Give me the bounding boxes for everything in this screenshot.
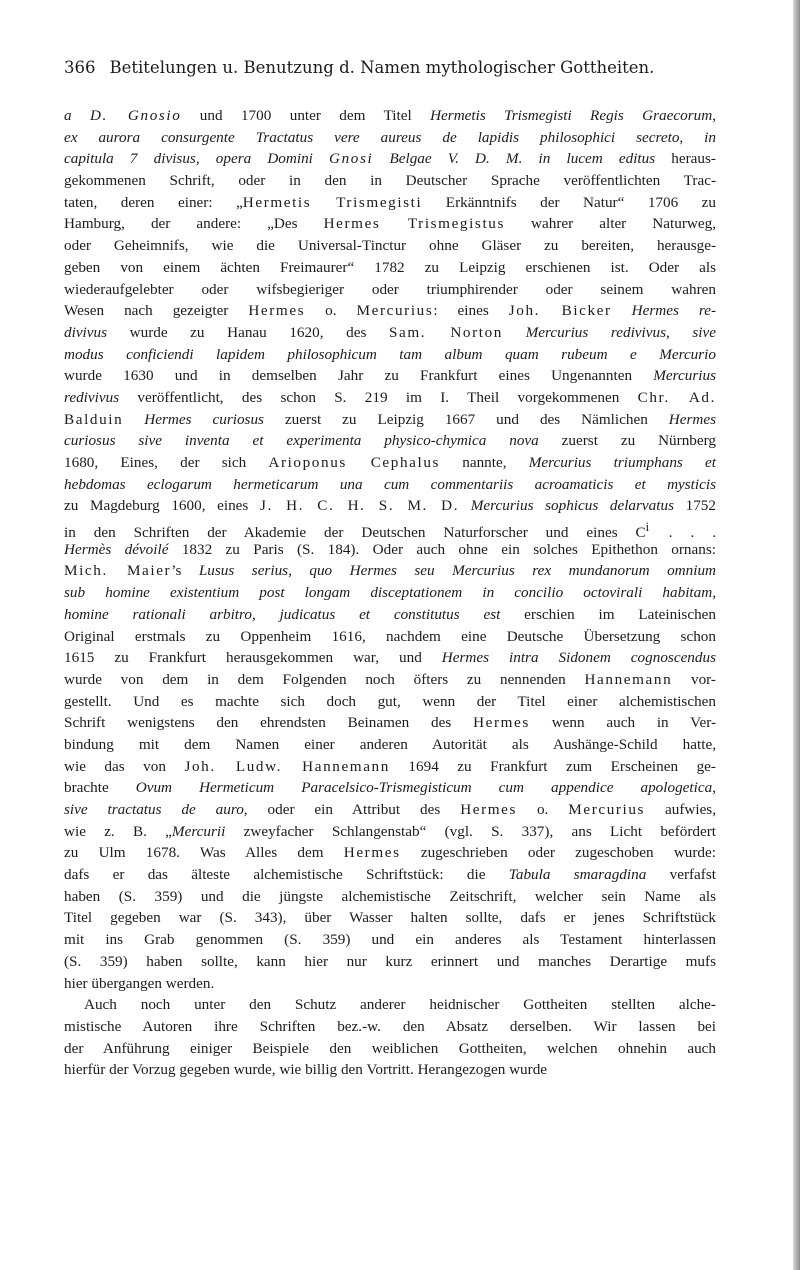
text-segment: hebdomas eclogarum hermeticarum una cum commentariis acroamaticis et mysticis <box>64 475 716 493</box>
text-segment: o. <box>517 801 569 818</box>
text-segment: vor- <box>672 670 716 688</box>
text-line <box>64 864 716 886</box>
text-segment: Wesen nach gezeigter <box>64 302 249 320</box>
text-segment: Hermes curiosus <box>144 410 264 428</box>
text-segment: Hermes <box>668 410 717 428</box>
text-segment: 1832 zu Paris (S. 184). Oder auch ohne ein solches Epithethon ornans: <box>168 540 716 558</box>
text-line <box>64 279 716 301</box>
text-line <box>64 387 716 409</box>
text-segment: Mercurius redivivus, sive <box>525 323 717 341</box>
text-segment: gekommenen Schrift, oder in den in Deutscher Sprache veröffentlichten Trac- <box>64 172 716 190</box>
text-segment: wie das von <box>64 757 185 775</box>
text-segment: in den Schriften der Akademie der Deutschen Naturforscher und eines C <box>64 524 646 542</box>
text-segment: zu Magdeburg 1600, eines <box>64 497 260 515</box>
text-segment: J. H. C. H. S. M. D. <box>259 497 460 515</box>
text-line <box>64 105 716 127</box>
text-segment: Hermes <box>473 714 530 732</box>
text-segment: Hermetis Trismegisti <box>242 193 423 211</box>
text-segment: hierfür der Vorzug gegeben wurde, wie billig den Vortritt. Herangezogen wurde <box>64 1061 548 1079</box>
text-segment: Joh. Bicker <box>508 302 612 320</box>
text-line <box>64 777 716 799</box>
text-segment: D. Gnosio <box>89 107 182 124</box>
text-segment: dafs er das älteste alchemistische Schriftstück: die <box>64 866 509 884</box>
text-segment: divivus <box>64 323 108 341</box>
text-segment: zugeschrieben oder zugeschoben wurde: <box>400 844 716 862</box>
text-segment: wiederaufgelebter oder wifsbegieriger oder triumphirender oder seinem wahren <box>64 280 716 298</box>
text-segment: Mercurius <box>568 801 646 818</box>
text-segment: mistische Autoren ihre Schriften bez.-w. den Absatz derselben. Wir lassen bei <box>64 1017 716 1035</box>
text-segment: : eines <box>433 302 509 320</box>
text-line <box>64 669 716 691</box>
body-text <box>64 105 716 1081</box>
text-line <box>64 1016 716 1038</box>
text-segment: sub homine existentium post longam disceptationem in concilio octovirali habitam, <box>64 584 716 602</box>
text-segment: veröffentlicht, des schon S. 219 im I. Theil vorgekommenen <box>119 388 638 406</box>
text-line <box>64 907 716 929</box>
text-segment: Mercurius triumphans et <box>528 454 716 471</box>
text-line <box>64 756 716 778</box>
text-segment: ’s <box>171 562 199 580</box>
text-segment: verfafst <box>646 866 716 884</box>
text-line <box>64 409 716 431</box>
text-line <box>64 127 716 149</box>
text-segment: Joh. Ludw. Hannemann <box>184 757 390 775</box>
text-segment: Balduin <box>64 410 124 428</box>
text-segment: 1752 <box>674 497 716 515</box>
text-line <box>64 799 716 821</box>
text-segment: Hamburg, der andere: „Des <box>64 215 324 233</box>
text-segment <box>503 324 526 341</box>
text-line <box>64 994 716 1016</box>
text-line <box>64 148 716 170</box>
text-segment: wenn auch in Ver- <box>529 714 716 732</box>
text-segment: Lusus serius, quo Hermes seu Mercurius rex mundanorum omnium <box>198 562 717 580</box>
text-line <box>64 951 716 973</box>
text-line <box>64 170 716 192</box>
text-line <box>64 452 716 474</box>
running-title: Betitelungen u. Benutzung d. Namen mythologischer Gottheiten. <box>109 58 655 77</box>
text-line <box>64 886 716 908</box>
text-segment: hier übergangen werden. <box>64 974 215 992</box>
text-line <box>64 192 716 214</box>
text-segment: sive tractatus de auro, <box>64 801 248 818</box>
text-line <box>64 474 716 496</box>
text-segment: brachte <box>64 779 136 797</box>
text-line <box>64 604 716 626</box>
text-segment: wurde von dem in dem Folgenden noch öfters zu nennenden <box>64 670 585 688</box>
text-segment: zuerst zu Leipzig 1667 und des Nämlichen <box>263 410 669 428</box>
text-segment: haben (S. 359) und die jüngste alchemistische Zeitschrift, welcher sein Name als <box>64 887 716 905</box>
text-segment: und 1700 unter dem Titel <box>181 107 431 124</box>
text-line <box>64 647 716 669</box>
text-segment: Mercurius <box>356 302 434 320</box>
text-segment: nannte, <box>440 454 529 471</box>
text-segment: Hannemann <box>584 670 673 688</box>
book-page <box>64 58 716 1081</box>
text-line <box>64 1059 716 1081</box>
text-segment: Chr. Ad. <box>637 388 717 406</box>
text-segment: aufwies, <box>645 801 717 818</box>
text-segment: curiosus sive inventa et experimenta physico-chymica nova <box>64 432 539 450</box>
text-line <box>64 842 716 864</box>
text-segment: Gnosi <box>329 150 374 168</box>
text-segment: Belgae V. D. M. in lucem editus <box>373 150 656 168</box>
text-line <box>64 517 716 542</box>
text-line <box>64 929 716 951</box>
text-segment: Ovum Hermeticum Paracelsico-Trismegisticum cum appendice apologetica, <box>135 779 716 797</box>
text-segment: Original erstmals zu Oppenheim 1616, nachdem eine Deutsche Übersetzung schon <box>64 627 716 645</box>
text-line <box>64 973 716 995</box>
text-segment: homine rationali arbitro, judicatus et constitutus est <box>64 605 501 623</box>
text-segment: oder Geheimnifs, wie die Universal-Tinctur ohne Gläser zu bereiten, herausge- <box>64 237 716 255</box>
text-segment: Hermès dévoilé <box>64 540 169 558</box>
text-line <box>64 495 716 517</box>
text-segment: 1615 zu Frankfurt herausgekommen war, und <box>64 649 442 667</box>
text-line <box>64 322 716 344</box>
page-number: 366 <box>64 58 96 77</box>
text-line <box>64 734 716 756</box>
text-segment: ex aurora consurgente Tractatus vere aureus de lapidis philosophici secreto, in <box>64 128 716 146</box>
text-segment: gestellt. Und es machte sich doch gut, wenn der Titel einer alchemistischen <box>64 692 716 710</box>
text-segment: modus conficiendi lapidem philosophicum tam album quam rubeum e Mercurio <box>64 345 716 363</box>
running-header <box>64 58 716 88</box>
text-segment <box>612 302 632 319</box>
text-segment: zuerst zu Nürnberg <box>538 432 716 450</box>
text-segment: capitula 7 divisus, opera Domini <box>64 150 330 168</box>
text-line <box>64 235 716 257</box>
text-segment: mit ins Grab genommen (S. 359) und ein anderes als Testament hinterlassen <box>64 931 716 949</box>
text-segment: Mercurii <box>171 822 226 840</box>
text-line <box>64 691 716 713</box>
text-segment: der Anführung einiger Beispiele den weiblichen Gottheiten, welchen ohnehin auch <box>64 1039 716 1057</box>
text-segment: Hermetis Trismegisti Regis Graecorum, <box>430 107 716 124</box>
text-line <box>64 365 716 387</box>
text-segment: i <box>645 520 651 535</box>
text-segment: 1680, Eines, der sich <box>64 454 269 471</box>
text-segment: zweyfacher Schlangenstab“ (vgl. S. 337), ans Licht befördert <box>225 822 716 840</box>
text-segment: erschien im Lateinischen <box>500 605 716 623</box>
text-segment: wahrer alter Naturweg, <box>504 215 716 233</box>
text-segment: wurde 1630 und in demselben Jahr zu Frankfurt eines Ungenannten <box>64 367 654 385</box>
text-segment: wie z. B. „ <box>64 822 172 840</box>
text-line <box>64 300 716 322</box>
text-segment: taten, deren einer: „ <box>64 193 243 211</box>
text-segment: Titel gegeben war (S. 343), über Wasser halten sollte, dafs er jenes Schriftstück <box>64 909 716 927</box>
text-segment: bindung mit dem Namen einer anderen Autorität als Aushänge-Schild hatte, <box>64 735 716 753</box>
text-line <box>64 213 716 235</box>
text-segment: . . . <box>650 524 716 542</box>
text-segment: zu Ulm 1678. Was Alles dem <box>64 844 344 862</box>
page-edge-shadow <box>793 0 800 1270</box>
text-line <box>64 712 716 734</box>
text-segment <box>123 411 144 428</box>
text-segment: a <box>64 107 90 124</box>
text-segment <box>459 497 471 514</box>
text-segment: (S. 359) haben sollte, kann hier nur kurz erinnert und manches Derartige mufs <box>64 952 716 970</box>
text-segment: Erkänntnifs der Natur“ 1706 zu <box>422 193 717 211</box>
text-segment: Hermes intra Sidonem cognoscendus <box>441 649 717 667</box>
text-segment: redivivus <box>64 388 120 406</box>
text-segment: Auch noch unter den Schutz anderer heidnischer Gottheiten stellten alche- <box>84 996 716 1014</box>
text-line <box>64 344 716 366</box>
text-line <box>64 430 716 452</box>
text-line <box>64 626 716 648</box>
text-line <box>64 560 716 582</box>
text-segment: Hermes <box>460 801 518 818</box>
text-segment: Hermes Trismegistus <box>323 215 505 233</box>
text-line <box>64 821 716 843</box>
text-segment: oder ein Attribut des <box>247 801 461 818</box>
text-segment: o. <box>305 302 357 320</box>
text-line <box>64 257 716 279</box>
text-segment: Mercurius sophicus delarvatus <box>470 497 674 515</box>
text-segment: 1694 zu Frankfurt zum Erscheinen ge- <box>389 757 716 775</box>
text-segment: Mich. Maier <box>64 562 172 580</box>
text-segment: Hermes re- <box>631 302 717 320</box>
text-segment: Arioponus Cephalus <box>268 454 441 471</box>
text-segment: Tabula smaragdina <box>508 866 647 884</box>
text-segment: wurde zu Hanau 1620, des <box>107 323 389 341</box>
text-segment: Hermes <box>343 844 401 862</box>
text-segment: heraus- <box>655 150 716 168</box>
text-line <box>64 539 716 561</box>
text-segment: Hermes <box>248 302 306 320</box>
text-segment: Mercurius <box>653 367 716 385</box>
text-line <box>64 1038 716 1060</box>
text-line <box>64 582 716 604</box>
text-segment: Sam. Norton <box>388 323 503 341</box>
text-segment: geben von einem ächten Freimaurer“ 1782 zu Leipzig erschienen ist. Oder als <box>64 258 716 276</box>
text-segment: Schrift wenigstens den ehrendsten Beinamen des <box>64 714 474 732</box>
